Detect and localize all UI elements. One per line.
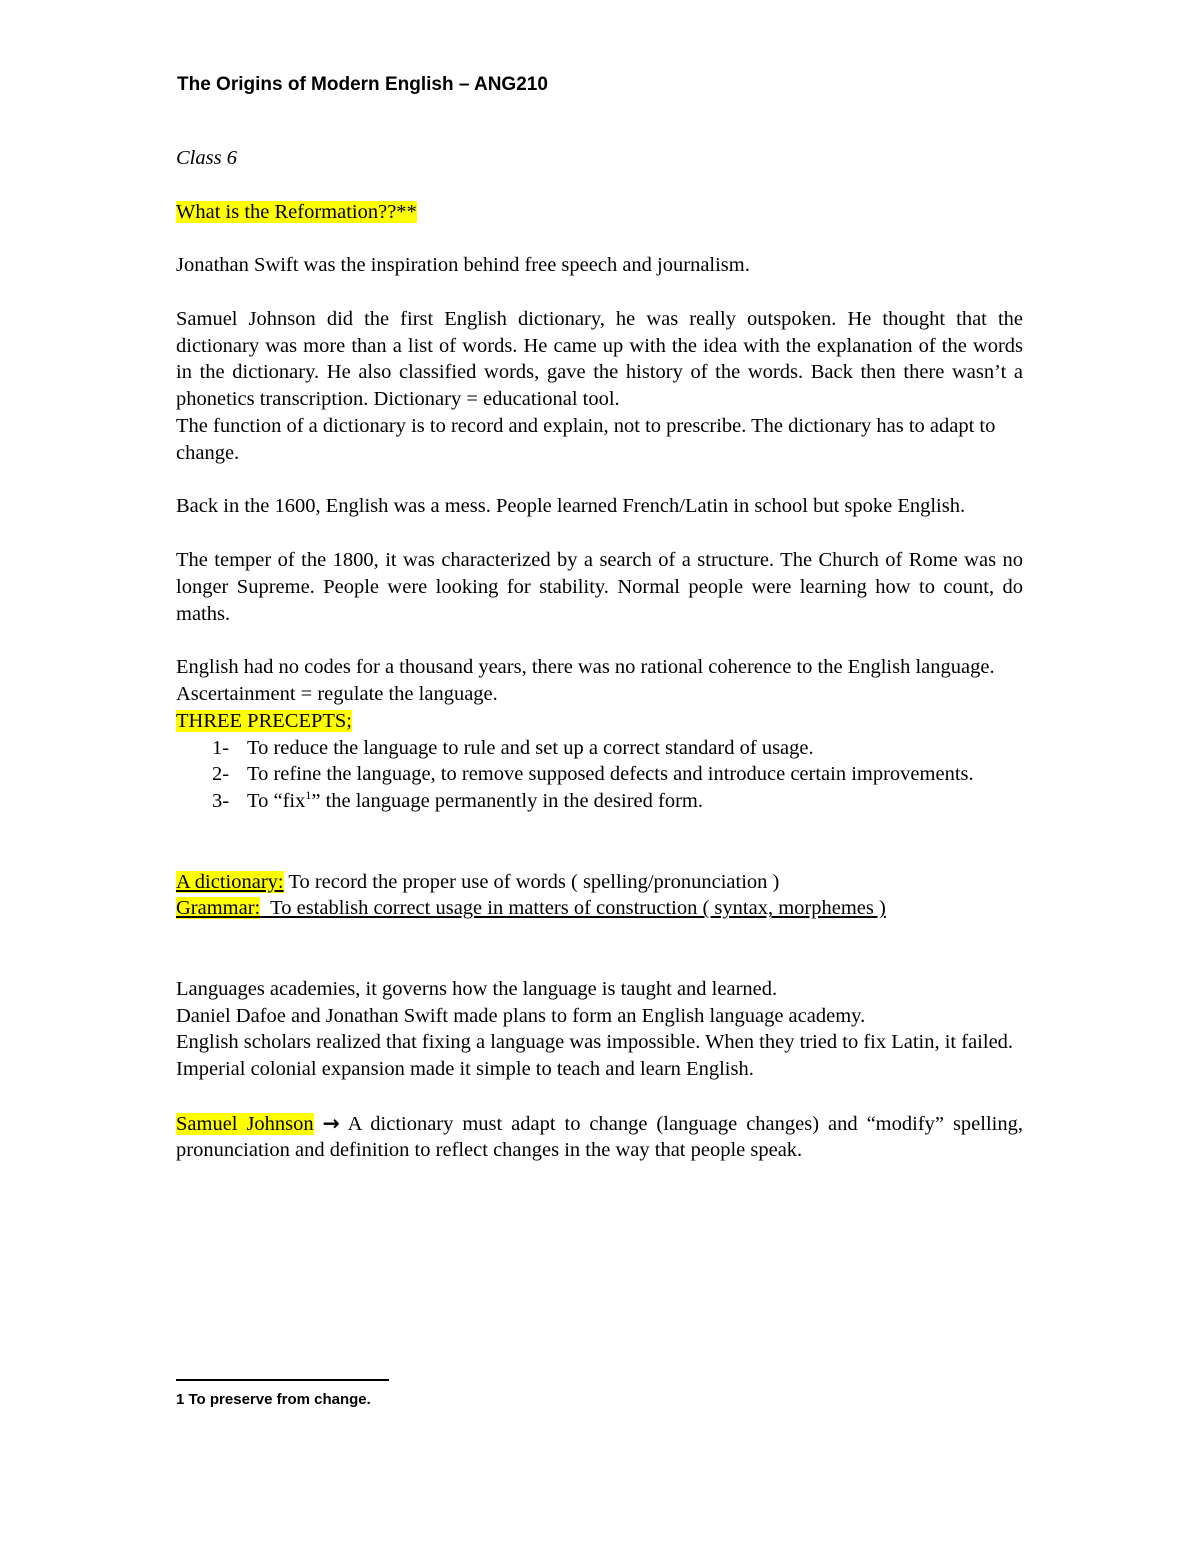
precepts-list (176, 735, 1023, 815)
document-title: The Origins of Modern English – ANG210 (177, 74, 548, 95)
paragraph-swift: Jonathan Swift was the inspiration behind free speech and journalism. (176, 254, 750, 277)
paragraph-imperial: Imperial colonial expansion made it simple to teach and learn English. (176, 1058, 754, 1081)
paragraph-academies: Languages academies, it governs how the language is taught and learned. (176, 977, 778, 1000)
paragraph-codes: English had no codes for a thousand years, there was no rational coherence to the English language. (176, 656, 995, 679)
dictionary-definition (176, 869, 1023, 896)
list-item-number: 1- (212, 736, 230, 759)
reformation-heading (176, 199, 1023, 226)
list-item-text: To refine the language, to remove supposed defects and introduce certain improvements. (247, 763, 974, 786)
footnote-separator (176, 1379, 389, 1381)
footnote: 1 To preserve from change. (176, 1391, 371, 1408)
list-item-text-after: ” the language permanently in the desired form. (311, 790, 703, 813)
list-item (176, 735, 1023, 762)
dictionary-text: To record the proper use of words ( spelling/pronunciation ) (283, 870, 780, 893)
paragraph-ascertainment: Ascertainment = regulate the language. (176, 682, 498, 705)
grammar-label: Grammar: (176, 897, 261, 920)
list-item (176, 761, 1023, 788)
paragraph-johnson-change (176, 1110, 1023, 1165)
class-label: Class 6 (176, 147, 237, 169)
paragraph-1600: Back in the 1600, English was a mess. People learned French/Latin in school but spoke English. (176, 495, 966, 518)
list-item (176, 788, 1023, 815)
list-item-number: 2- (212, 763, 230, 786)
document-body (176, 145, 1023, 1164)
list-item-text-before: To “fix (247, 790, 306, 813)
johnson-change-text: A dictionary must adapt to change (language changes) and “modify” spelling, pronunciation and definition to reflect changes in the way that people speak. (176, 1112, 1023, 1162)
grammar-definition (176, 895, 1023, 922)
johnson-label: Samuel Johnson (176, 1112, 314, 1135)
list-item-number: 3- (212, 790, 230, 813)
paragraph-1800: The temper of the 1800, it was characterized by a search of a structure. The Church of Rome was no longer Supreme. People were looking for stability. Normal people were learning how to count, do maths. (176, 548, 1023, 625)
arrow-icon: → (322, 1110, 340, 1135)
paragraph-johnson: Samuel Johnson did the first English dictionary, he was really outspoken. He thought that the dictionary was more than a list of words. He came up with the idea with the explanation of the words in the dictionary. He also classified words, gave the history of the words. Back then there wasn’t a phonetics transcription. Dictionary = educational tool. (176, 307, 1023, 411)
paragraph-dafoe: Daniel Dafoe and Jonathan Swift made plans to form an English language academy. (176, 1004, 866, 1027)
dictionary-label: A dictionary: (176, 870, 284, 893)
list-item-text: To reduce the language to rule and set up a correct standard of usage. (247, 736, 814, 759)
precepts-heading (176, 708, 1023, 735)
precepts-heading-text: THREE PRECEPTS; (176, 709, 352, 732)
paragraph-scholars: English scholars realized that fixing a language was impossible. When they tried to fix Latin, it failed. (176, 1031, 1014, 1054)
footnote-reference[interactable]: 1 (305, 788, 312, 803)
paragraph-function: The function of a dictionary is to record and explain, not to prescribe. The dictionary has to adapt to change. (176, 414, 996, 464)
grammar-text: To establish correct usage in matters of construction ( syntax, morphemes ) (260, 897, 886, 920)
reformation-heading-text: What is the Reformation??** (176, 200, 417, 223)
